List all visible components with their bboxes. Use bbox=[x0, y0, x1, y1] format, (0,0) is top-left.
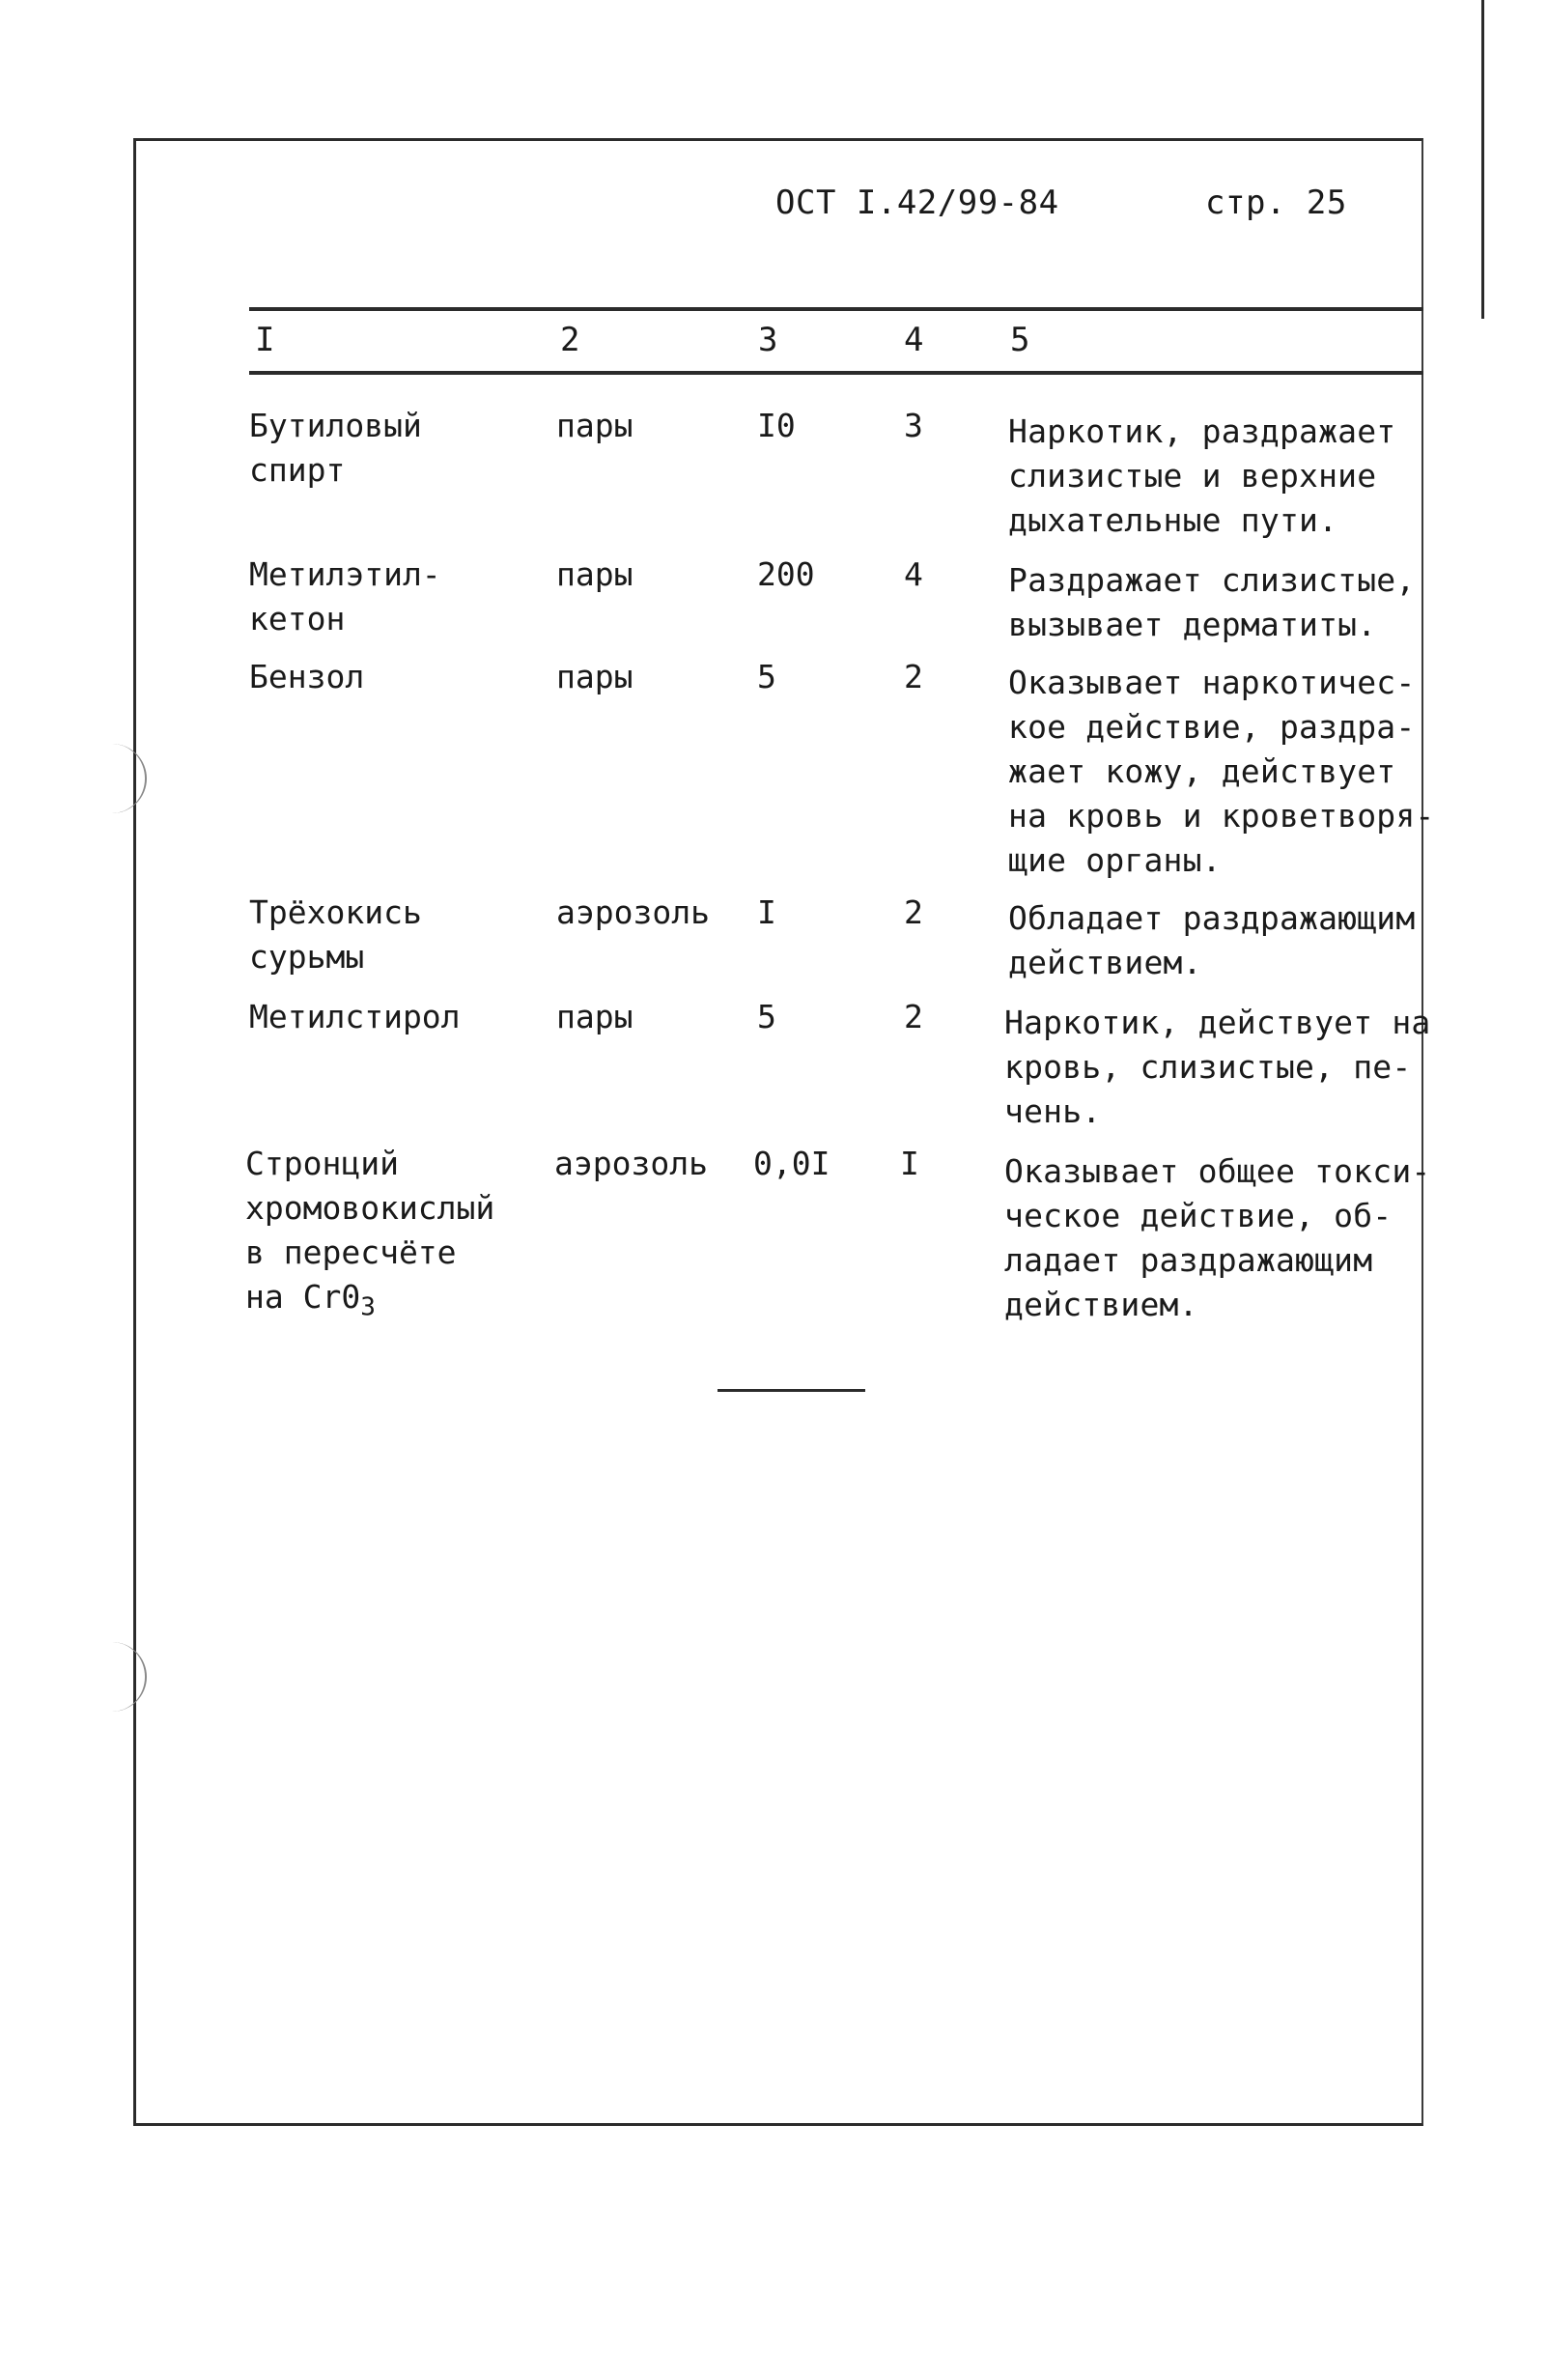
column-header-1: I bbox=[255, 321, 275, 359]
column-header-4: 4 bbox=[904, 321, 924, 359]
substance-name: Стронций хромовокислый в пересчёте на $Cr0_3$ bbox=[245, 1145, 495, 1322]
formula-subscript: 3 bbox=[360, 1292, 376, 1322]
effect-description: Обладает раздражающим действием. bbox=[1008, 899, 1416, 981]
aggregate-state: пары bbox=[556, 407, 633, 444]
pdk-value: 5 bbox=[757, 658, 776, 695]
column-header-5: 5 bbox=[1010, 321, 1030, 359]
column-header-3: 3 bbox=[758, 321, 778, 359]
substance-name: Бензол bbox=[249, 658, 365, 695]
effect-description: Оказывает общее токси- ческое действие, об- ладает раздражающим действием. bbox=[1004, 1152, 1431, 1323]
hazard-class: 4 bbox=[904, 555, 923, 593]
aggregate-state: пары bbox=[556, 658, 633, 695]
aggregate-state: пары bbox=[556, 998, 633, 1035]
page-number: стр. 25 bbox=[1205, 184, 1347, 222]
pdk-value: 200 bbox=[757, 555, 815, 593]
hazard-class: 2 bbox=[904, 998, 923, 1035]
hazard-class: I bbox=[900, 1145, 919, 1182]
table-end-rule bbox=[718, 1389, 865, 1392]
substance-name: Метилэтил- кетон bbox=[249, 555, 441, 638]
aggregate-state: пары bbox=[556, 555, 633, 593]
document-code: ОСТ I.42/99-84 bbox=[775, 184, 1059, 222]
substance-name: Метилстирол bbox=[249, 998, 461, 1035]
hazard-class: 3 bbox=[904, 407, 923, 444]
pdk-value: I0 bbox=[757, 407, 796, 444]
aggregate-state: аэрозоль bbox=[556, 893, 710, 931]
hazard-class: 2 bbox=[904, 658, 923, 695]
pdk-value: 5 bbox=[757, 998, 776, 1035]
hazard-class: 2 bbox=[904, 893, 923, 931]
effect-description: Оказывает наркотичес- кое действие, раздра- жает кожу, действует на кровь и кроветворя- щие органы. bbox=[1008, 664, 1435, 879]
effect-description: Наркотик, действует на кровь, слизистые, пе- чень. bbox=[1004, 1004, 1431, 1130]
effect-description: Наркотик, раздражает слизистые и верхние дыхательные пути. bbox=[1008, 412, 1396, 539]
scan-edge-line bbox=[1481, 0, 1484, 319]
column-header-row bbox=[249, 307, 1423, 375]
effect-description: Раздражает слизистые, вызывает дерматиты. bbox=[1008, 561, 1416, 643]
pdk-value: 0,0I bbox=[753, 1145, 830, 1182]
column-header-2: 2 bbox=[560, 321, 580, 359]
substance-name: Трёхокись сурьмы bbox=[249, 893, 422, 976]
substance-name: Бутиловый спирт bbox=[249, 407, 422, 489]
pdk-value: I bbox=[757, 893, 776, 931]
aggregate-state: аэрозоль bbox=[554, 1145, 708, 1182]
